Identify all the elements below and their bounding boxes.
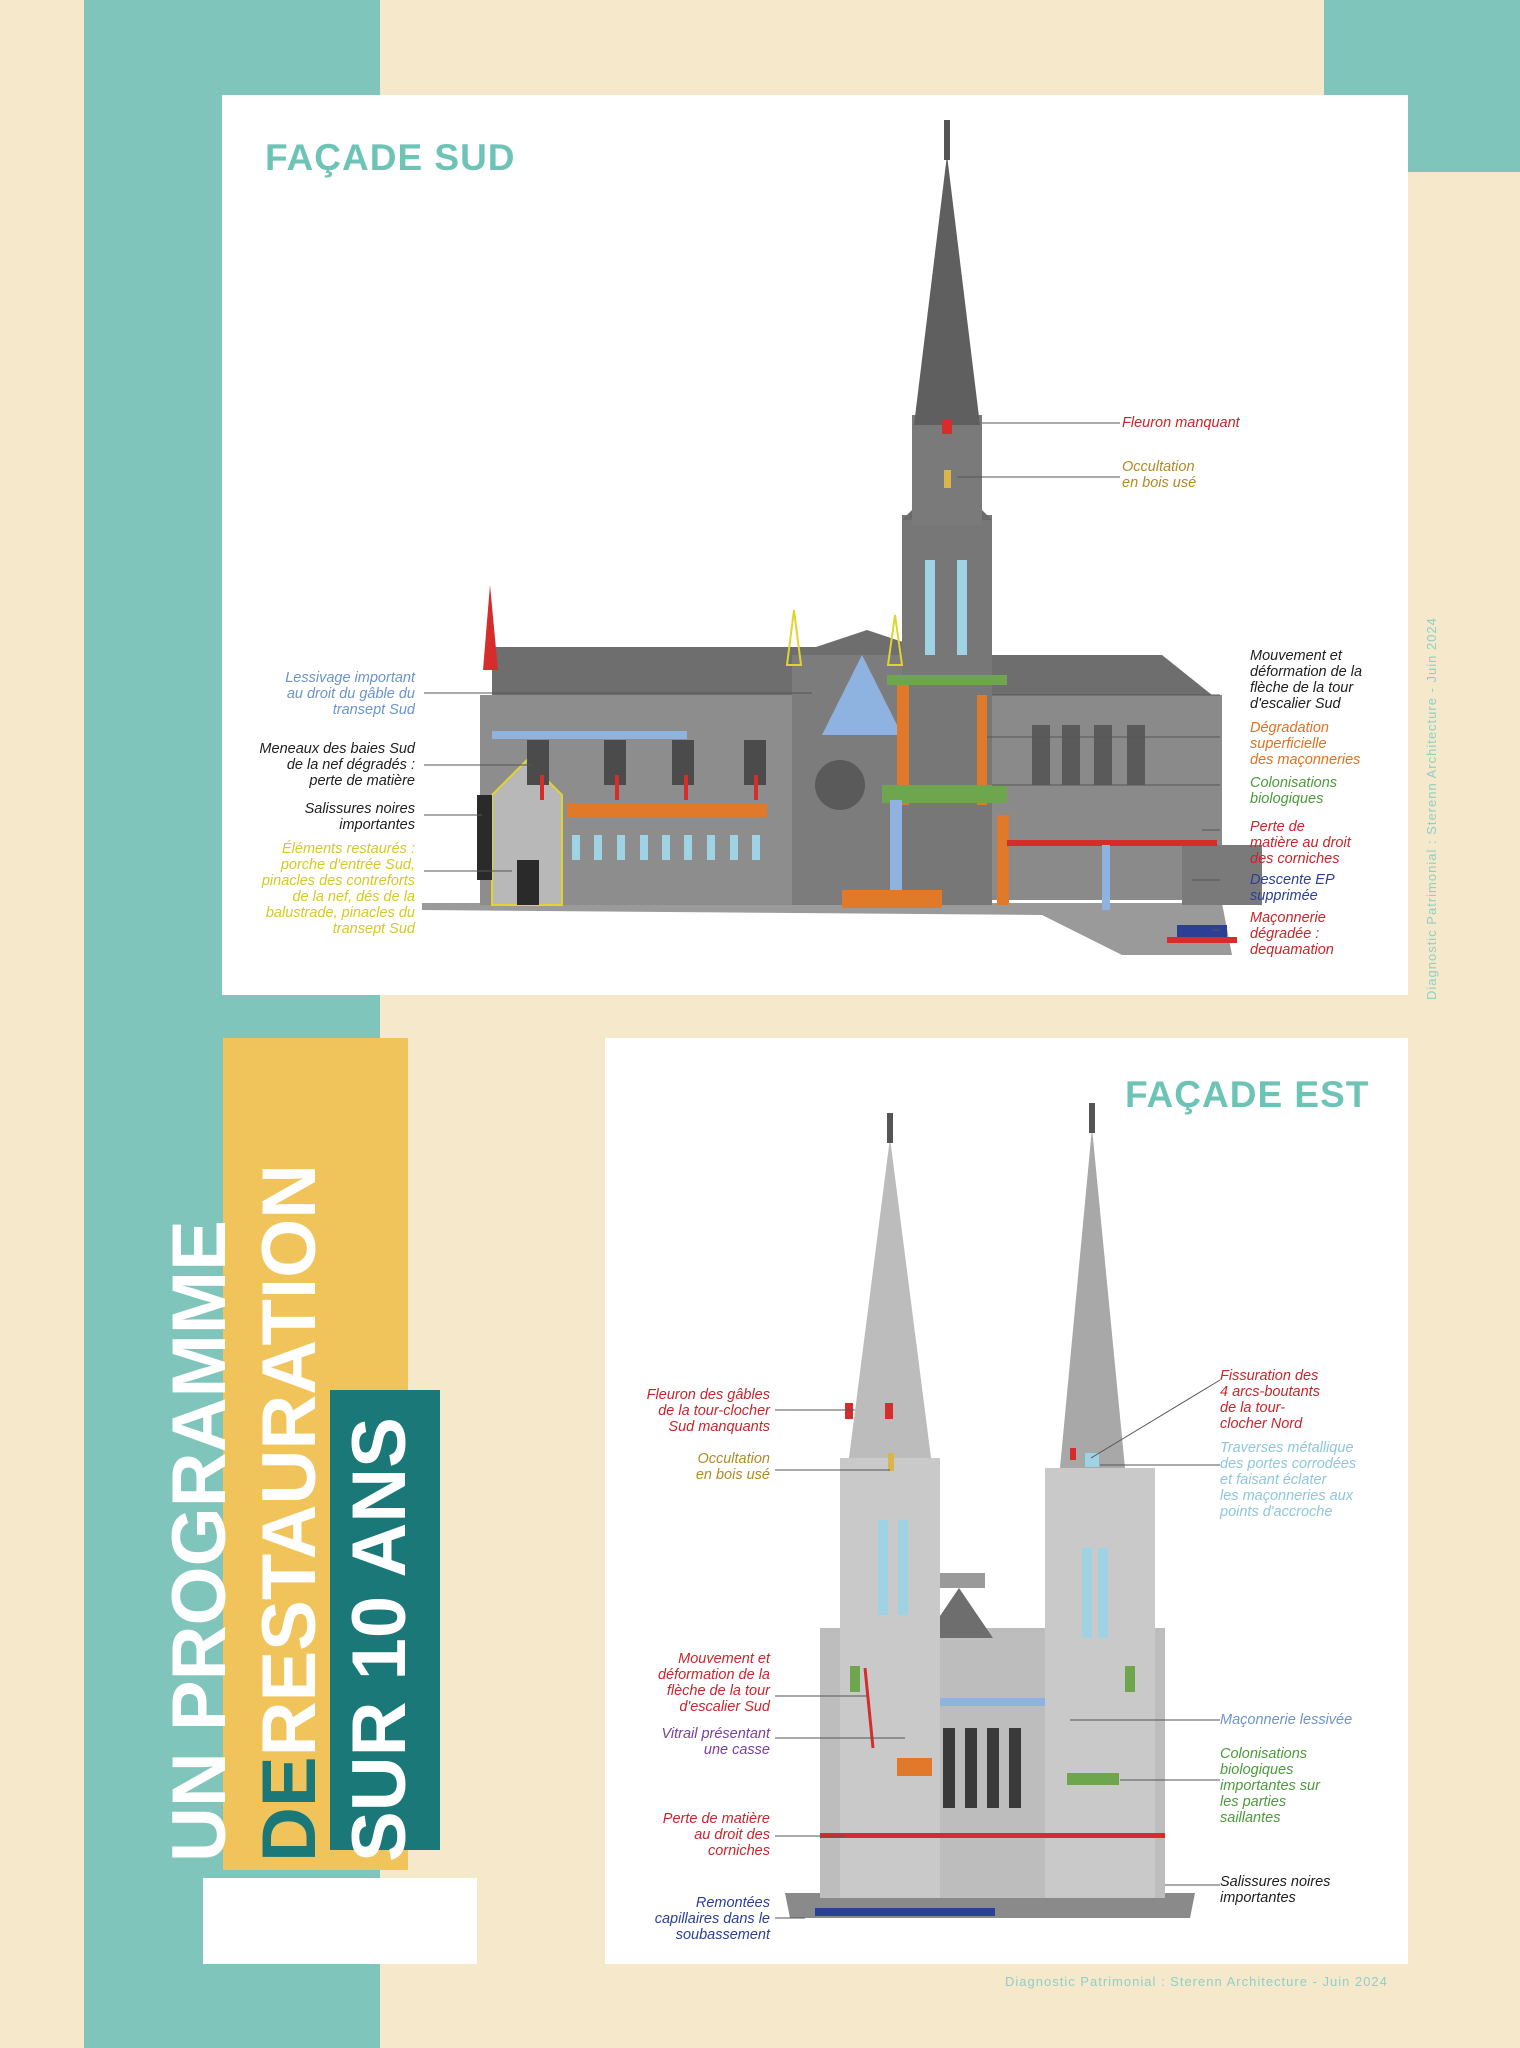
est-annotation-traverses: Traverses métallique des portes corrodées et faisant éclater les maçonneries aux points d'accroche [1220, 1440, 1357, 1520]
sud-annotation-elements-restaures: Éléments restaurés : porche d'entrée Sud, pinacles des contreforts de la nef, dés de la balustrade, pinacles du transept Sud [261, 841, 415, 937]
sud-annotation-fleuron: Fleuron manquant [1122, 415, 1240, 431]
est-annotation-fissuration: Fissuration des 4 arcs-boutants de la tour- clocher Nord [1220, 1368, 1320, 1432]
title-line-1: UN PROGRAMME [157, 1220, 242, 1862]
title-line-2-prefix: DE [247, 1756, 332, 1862]
facade-sud-panel [222, 95, 1408, 995]
est-annotation-perte-matiere: Perte de matière au droit des corniches [662, 1811, 770, 1859]
sud-annotation-salissures: Salissures noires importantes [304, 801, 415, 833]
sud-annotation-occultation: Occultation en bois usé [1122, 459, 1197, 491]
facade-est-title: FAÇADE EST [1125, 1074, 1370, 1115]
title-line-3: SUR 10 ANS [337, 1417, 422, 1862]
est-annotation-occultation: Occultation en bois usé [695, 1451, 770, 1483]
sud-annotation-lessivage: Lessivage important au droit du gâble du transept Sud [285, 670, 415, 718]
sud-annotation-descente-ep: Descente EP supprimée [1250, 872, 1335, 904]
sud-annotation-colonisations: Colonisations biologiques [1250, 775, 1338, 807]
sud-annotation-mouvement: Mouvement et déformation de la flèche de la tour d'escalier Sud [1250, 648, 1363, 712]
title-block-white [203, 1878, 477, 1964]
title-line-2-suffix: RESTAURATION [247, 1163, 332, 1757]
sud-annotation-maconnerie: Maçonnerie dégradée : dequamation [1250, 910, 1334, 958]
facade-est-panel [605, 1038, 1408, 1964]
credit-vertical: Diagnostic Patrimonial : Sterenn Architecture - Juin 2024 [1424, 617, 1439, 1000]
est-annotation-mouvement: Mouvement et déformation de la flèche de la tour d'escalier Sud [657, 1651, 770, 1715]
sud-annotation-meneaux: Meneaux des baies Sud de la nef dégradés : perte de matière [259, 741, 415, 789]
title-line-2 [247, 1163, 332, 1862]
est-annotation-fleuron: Fleuron des gâbles de la tour-clocher Sud manquants [646, 1387, 770, 1435]
est-annotation-remontees: Remontées capillaires dans le soubassement [654, 1895, 770, 1943]
sud-annotation-degradation: Dégradation superficielle des maçonneries [1250, 720, 1361, 768]
est-annotation-salissures: Salissures noires importantes [1220, 1874, 1331, 1906]
sud-annotation-perte-matiere: Perte de matière au droit des corniches [1250, 819, 1351, 867]
facade-sud-title: FAÇADE SUD [265, 137, 516, 178]
est-annotation-vitrail: Vitrail présentant une casse [661, 1726, 770, 1758]
est-annotation-colonisations: Colonisations biologiques importantes sur les parties saillantes [1220, 1746, 1320, 1826]
credit-bottom: Diagnostic Patrimonial : Sterenn Architecture - Juin 2024 [1005, 1974, 1388, 1989]
est-annotation-maconnerie-lessivee: Maçonnerie lessivée [1220, 1712, 1353, 1728]
